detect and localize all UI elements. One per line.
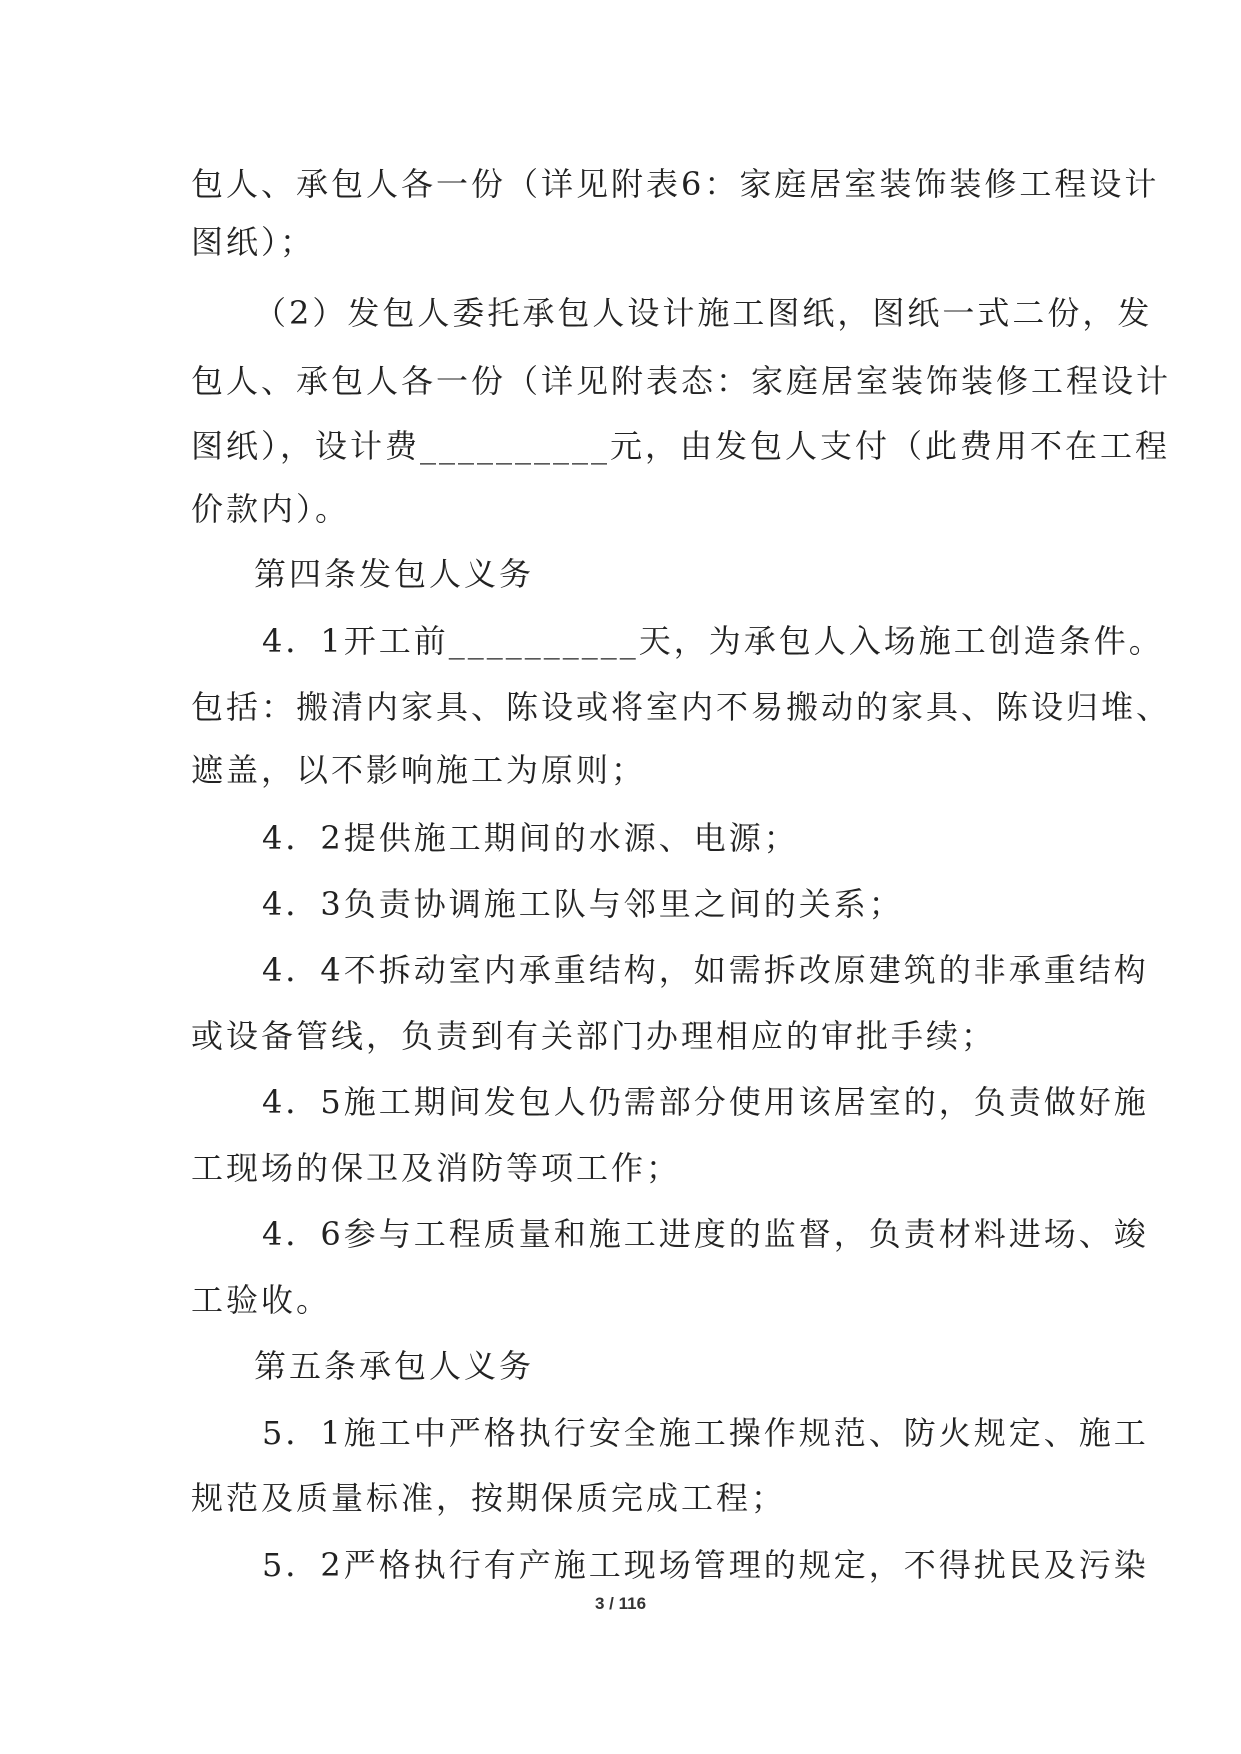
text-line: 工验收。 bbox=[191, 1281, 332, 1319]
text-line: 遮盖，以不影响施工为原则； bbox=[191, 751, 647, 789]
section-heading: 第四条发包人义务 bbox=[254, 555, 535, 593]
text-line: 4．2提供施工期间的水源、电源； bbox=[262, 819, 799, 857]
text-line: 5．2严格执行有产施工现场管理的规定，不得扰民及污染 bbox=[262, 1546, 1149, 1584]
text-line: 图纸），设计费__________元，由发包人支付（此费用不在工程 bbox=[191, 427, 1171, 465]
text-line: 4．4不拆动室内承重结构，如需拆改原建筑的非承重结构 bbox=[262, 951, 1149, 989]
text-line: 图纸）； bbox=[191, 223, 316, 261]
text-line: 包人、承包人各一份（详见附表6：家庭居室装饰装修工程设计 bbox=[191, 165, 1160, 203]
text-line: 包括：搬清内家具、陈设或将室内不易搬动的家具、陈设归堆、 bbox=[191, 688, 1172, 726]
text-line: 规范及质量标准，按期保质完成工程； bbox=[191, 1479, 787, 1517]
text-line: 4．3负责协调施工队与邻里之间的关系； bbox=[262, 885, 904, 923]
text-line: 或设备管线，负责到有关部门办理相应的审批手续； bbox=[191, 1017, 997, 1055]
section-heading: 第五条承包人义务 bbox=[254, 1347, 535, 1385]
text-line: 包人、承包人各一份（详见附表态：家庭居室装饰装修工程设计 bbox=[191, 362, 1172, 400]
text-line: 5．1施工中严格执行安全施工操作规范、防火规定、施工 bbox=[262, 1414, 1149, 1452]
text-line: 4．6参与工程质量和施工进度的监督，负责材料进场、竣 bbox=[262, 1215, 1149, 1253]
text-line: 价款内）。 bbox=[191, 490, 351, 528]
text-line: （2）发包人委托承包人设计施工图纸，图纸一式二份，发 bbox=[254, 294, 1153, 332]
text-line: 4．5施工期间发包人仍需部分使用该居室的，负责做好施 bbox=[262, 1083, 1149, 1121]
text-line: 工现场的保卫及消防等项工作； bbox=[191, 1149, 682, 1187]
page-number: 3 / 116 bbox=[594, 1594, 647, 1613]
text-line: 4．1开工前__________天，为承包人入场施工创造条件。 bbox=[262, 622, 1164, 660]
